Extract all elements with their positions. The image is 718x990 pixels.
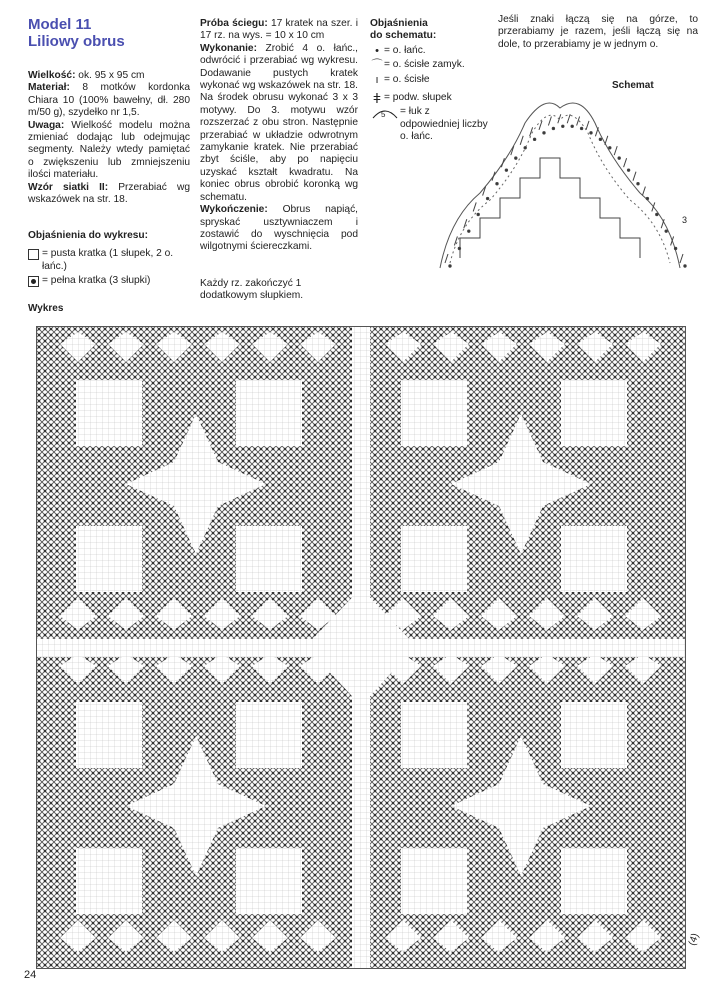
stitch-mark [624, 158, 627, 167]
filled-square-icon [28, 276, 39, 287]
schema-row-number: 3 [682, 215, 688, 225]
chain-dot [477, 213, 479, 215]
schema-note: Jeśli znaki łączą się na górze, to przerabiamy je razem, jeśli łączą się na dole, to przerabiamy je w jednym o. [498, 14, 698, 50]
filet-chart [36, 326, 686, 969]
finish-value: Obrus napiąć, spryskać usztywniaczem i zostawić do wyschnięcia pod wilgotnymi ściereczkami. [200, 204, 358, 253]
chain-dot [458, 247, 460, 249]
chart-legend [28, 230, 198, 288]
chain-dot [505, 169, 507, 171]
specs-column [28, 70, 190, 206]
last-row-note: Każdy rz. zakończyć 1 dodatkowym słupkiem. [200, 278, 304, 302]
stitch-mark [492, 172, 495, 181]
slip-stitch-icon: ⌒ [371, 59, 383, 72]
chain-dot [571, 125, 573, 127]
material-value: 8 motków kordonka Chiara 10 (100% bawełny, dł. 280 m/50 g), szydełko nr 1,5. [28, 82, 190, 119]
work-paragraph [200, 43, 358, 204]
chart-legend-heading: Objaśnienia do wykresu: [28, 230, 149, 241]
open-mesh-area [236, 848, 302, 914]
stitch-mark [605, 136, 608, 145]
open-mesh-area [561, 380, 627, 446]
stitch-mark [586, 121, 589, 130]
open-mesh-area [401, 380, 467, 446]
stitch-mark [464, 219, 467, 228]
chain-dot [562, 125, 564, 127]
stitch-mark [454, 236, 457, 245]
note-label: Uwaga: [28, 119, 65, 131]
sym-arc-text: = łuk z odpowiedniej liczby o. łańc. [400, 106, 488, 143]
chain-dot [627, 169, 629, 171]
net-value: Przerabiać wg wskazówek na str. 18. [28, 181, 190, 206]
work-label: Wykonanie: [200, 42, 257, 54]
open-mesh-area [76, 526, 142, 592]
chain-dot [684, 265, 686, 267]
open-mesh-area [561, 526, 627, 592]
chart-title: Wykres [28, 303, 64, 314]
schema-title: Schemat [612, 80, 654, 91]
gauge-paragraph [200, 18, 358, 43]
net-paragraph [28, 182, 190, 207]
sym-row-slip [370, 59, 490, 71]
page-number: 24 [24, 969, 37, 981]
double-crochet-icon: ǂ [372, 90, 382, 107]
stitch-mark [595, 127, 598, 136]
open-mesh-area [76, 702, 142, 768]
arc-number: 5 [381, 110, 386, 120]
open-mesh-area [401, 526, 467, 592]
chain-dot [674, 247, 676, 249]
single-crochet-icon: ı [375, 73, 379, 86]
gauge-label: Próba ściegu: [200, 18, 268, 29]
chain-dot [599, 138, 601, 140]
sym-chain-text: = o. łańc. [384, 44, 426, 56]
chain-dot [486, 197, 488, 199]
chain-dot [580, 127, 582, 129]
note-value: Wielkość modelu można zmieniać dodając lub odejmując segmenty. Należy wtedy pamiętać o zwiększeniu lub zmniejszeniu ilości materiału. [28, 119, 190, 181]
open-mesh-area [76, 848, 142, 914]
chain-dot [646, 197, 648, 199]
chain-dot [618, 157, 620, 159]
chain-dot [515, 157, 517, 159]
stitch-mark [642, 187, 645, 196]
material-paragraph [28, 82, 190, 119]
chain-dot-icon: • [375, 44, 379, 57]
chain-arc-icon [370, 106, 400, 123]
stitch-mark [614, 146, 617, 155]
legend-row-full [28, 275, 198, 287]
chain-dot [524, 147, 526, 149]
chain-dot [449, 265, 451, 267]
stitch-mark [548, 116, 551, 125]
work-value: Zrobić 4 o. łańc., odwrócić i przerabiać wg wykresu. Dodawanie pustych kratek wykonać wg wskazówek na str. 18. Na środek obrusu wykonać 3 x 3 motywy. Do 3. motywu wzór rozszerzać z obu stron. Następnie przerabiać w układzie odwrotnym zamykanie kratek. Nie przerabiać zbyt ściśle, aby po napięciu uzyskać kształt kwadratu. Na koniec obrus obrobić koronką wg schematu. [200, 42, 358, 203]
sym-dc-text: = podw. słupek [384, 92, 452, 104]
net-label: Wzór siatki II: [28, 181, 109, 193]
note-paragraph [28, 120, 190, 182]
edging-schema-diagram [420, 88, 710, 293]
open-mesh-area [236, 526, 302, 592]
open-mesh-area [561, 848, 627, 914]
stitch-mark [501, 158, 504, 167]
open-mesh-area [561, 702, 627, 768]
schema-legend-heading-1: Objaśnienia [370, 18, 428, 29]
chain-dot [665, 230, 667, 232]
stitch-mark [520, 136, 523, 145]
instructions-column [200, 18, 358, 254]
chain-dot [468, 230, 470, 232]
open-mesh-area [401, 702, 467, 768]
sym-row-chain [370, 45, 490, 57]
schema-legend-heading-2: do schematu: [370, 30, 437, 42]
size-paragraph [28, 70, 190, 82]
stitch-mark [652, 202, 655, 211]
filet-grid [36, 326, 686, 969]
finish-label: Wykończenie: [200, 204, 268, 216]
chain-dot [533, 138, 535, 140]
chain-dot [637, 183, 639, 185]
stitch-mark [680, 254, 683, 263]
open-mesh-area [76, 380, 142, 446]
stitch-mark [445, 254, 448, 263]
open-mesh-area [236, 702, 302, 768]
chain-dot [656, 213, 658, 215]
corner-mark: (4) [686, 931, 702, 948]
stitch-mark [539, 121, 542, 130]
legend-row-empty [28, 248, 198, 273]
finish-paragraph [200, 204, 358, 254]
sym-row-sc [370, 74, 490, 86]
sym-slip-text: = o. ścisłe zamyk. [384, 59, 465, 71]
chain-dot [590, 132, 592, 134]
sym-sc-text: = o. ścisłe [384, 73, 430, 85]
legend-full-text: = pełna kratka (3 słupki) [42, 275, 151, 287]
open-mesh-area [236, 380, 302, 446]
stitch-mark [633, 172, 636, 181]
material-label: Materiał: [28, 82, 70, 94]
size-label: Wielkość: [28, 70, 76, 81]
chain-dot [609, 147, 611, 149]
chain-dot [496, 183, 498, 185]
open-mesh-area [401, 848, 467, 914]
chain-dot [552, 127, 554, 129]
size-value: ok. 95 x 95 cm [75, 70, 145, 81]
stitch-mark [473, 202, 476, 211]
legend-empty-text: = pusta kratka (1 słupek, 2 o. łańc.) [42, 248, 174, 272]
model-number: Model 11 [28, 16, 92, 33]
gauge-value: 17 kratek na szer. i 17 rz. na wys. = 10 x 10 cm [200, 18, 358, 42]
empty-square-icon [28, 249, 39, 260]
title-block [28, 16, 125, 50]
model-name: Liliowy obrus [28, 33, 125, 50]
chain-dot [543, 132, 545, 134]
